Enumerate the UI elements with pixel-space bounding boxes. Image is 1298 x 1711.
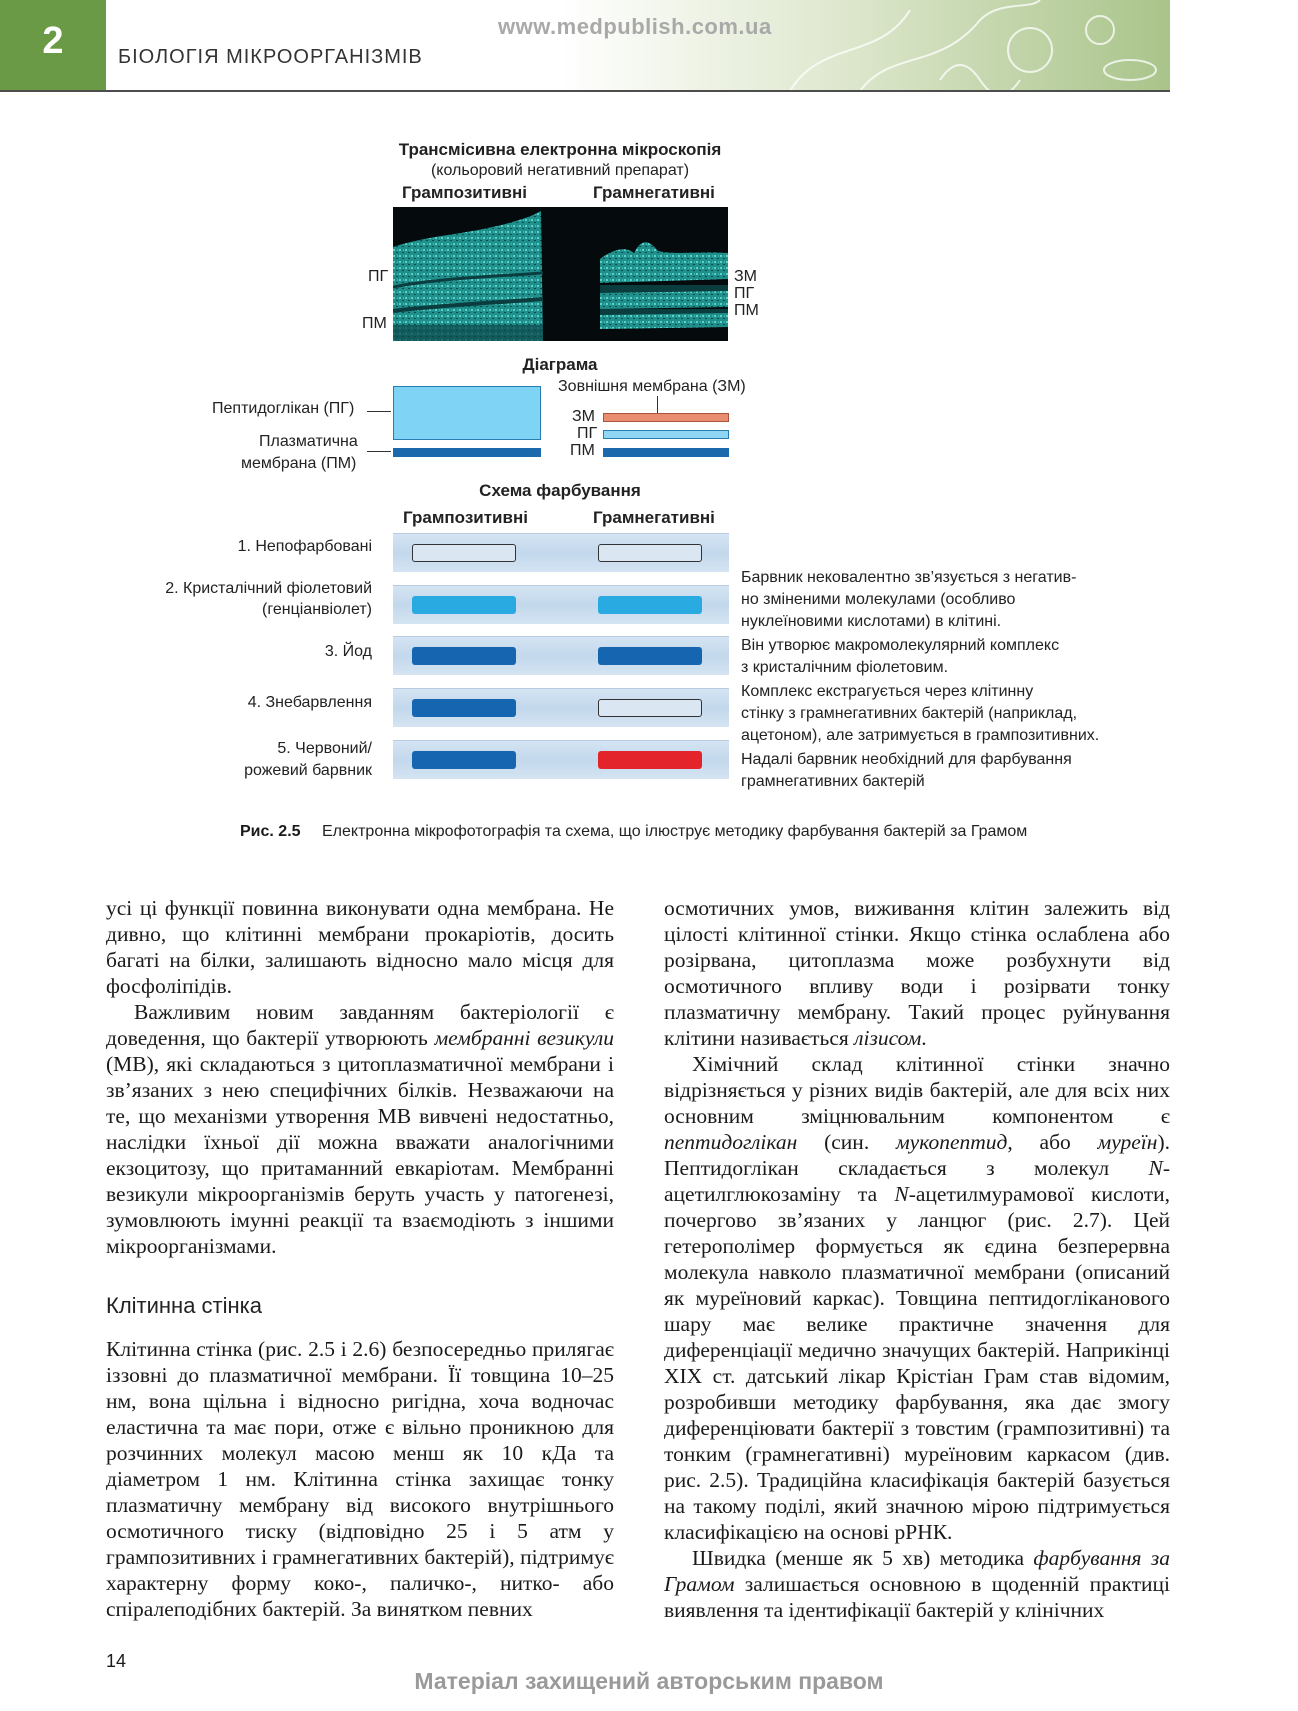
text-run: осмотичних умов, виживання клітин залежить від цілості клітинної стінки. Якщо стінка ослаблена або розірвана, цитоплазма може розбухнути від осмотичного впливу води і розірвати тонку плазматичну мембрану. Такий процес руйнування клітини називається <box>664 896 1170 1050</box>
leader-line-pm <box>367 451 391 452</box>
body-column-left-top <box>106 895 614 1259</box>
note-step-5 <box>741 749 1072 793</box>
note-line: нуклеїновими кислотами) в клітині. <box>741 613 1002 630</box>
copyright-notice: Матеріал захищений авторським правом <box>414 1668 884 1694</box>
note-step-4 <box>741 681 1099 747</box>
text-run: . <box>921 1026 927 1050</box>
emphasis-term: N <box>1148 1156 1163 1180</box>
step-5-label-line2: рожевий барвник <box>244 762 372 779</box>
paragraph: Клітинна стінка (рис. 2.5 і 2.6) безпосередньо прилягає іззовні до плазматичної мембрани. Її товщина 10–25 нм, вона щільна і відносно ригідна, хоча водночас еластична та має пори, отже є вільно проникною для розчинних молекул масою менш як 10 кДа та діаметром 1 нм. Клітинна стінка захищає тонку плазматичну мембрану від високого внутрішнього осмотичного тиску (відповідно 25 і 5 атм у грампозитивних і грамнегативних бактерій), підтримує характерну форму коко-, паличко-, нитко- або спіралеподібних бактерій. За винятком певних <box>106 1337 614 1621</box>
stain-cell-gram-positive <box>412 544 516 562</box>
step-5-label-line1: 5. Червоний/ <box>277 740 372 757</box>
stain-cell-gram-negative <box>598 751 702 769</box>
micrograph-gram-positive <box>393 207 543 341</box>
section-heading: Клітинна стінка <box>106 1293 263 1318</box>
tem-gram-negative-heading: Грамнегативні <box>593 183 715 202</box>
leader-line-pg <box>367 411 391 412</box>
staining-row-2 <box>393 585 729 624</box>
emphasis-term: лізисом <box>854 1026 922 1050</box>
emphasis-term: пептидоглікан <box>664 1130 798 1154</box>
stain-cell-gram-positive <box>412 751 516 769</box>
micrograph-label-pm-left: ПМ <box>362 315 387 332</box>
emphasis-term: муреїн <box>1097 1130 1158 1154</box>
body-column-left-bottom <box>106 1336 614 1622</box>
gn-layer-label-pm: ПМ <box>570 442 595 459</box>
note-line: грамнегативних бактерій <box>741 773 925 790</box>
step-3-label: 3. Йод <box>324 643 372 660</box>
page-number: 14 <box>106 1651 127 1671</box>
plasma-membrane-label-line2: мембрана (ПМ) <box>241 455 357 472</box>
note-step-3 <box>741 635 1059 679</box>
micrograph-label-pm-right: ПМ <box>734 302 759 319</box>
paragraph <box>106 999 614 1259</box>
note-line: ацетоном), але затримується в грампозитивних. <box>741 727 1100 744</box>
text-run: Швидка (менше як 5 хв) методика <box>692 1546 1034 1570</box>
note-line: Він утворює макромолекулярний комплекс <box>741 637 1060 654</box>
staining-title: Схема фарбування <box>479 481 641 500</box>
stain-cell-gram-positive <box>412 647 516 665</box>
stain-cell-gram-positive <box>412 596 516 614</box>
tem-gram-positive-heading: Грампозитивні <box>402 183 527 202</box>
note-line: стінку з грамнегативних бактерій (наприклад, <box>741 705 1078 722</box>
tem-subtitle: (кольоровий негативний препарат) <box>430 162 690 179</box>
note-step-2 <box>741 567 1076 633</box>
diagram-title: Діаграма <box>522 355 598 374</box>
staining-gram-positive-heading: Грампозитивні <box>403 508 528 527</box>
micrograph-gram-negative <box>600 207 728 341</box>
micrograph-separator <box>543 207 600 341</box>
gram-negative-outer-membrane-layer <box>603 413 729 422</box>
staining-gram-negative-heading: Грамнегативні <box>593 508 715 527</box>
paragraph: усі ці функції повинна виконувати одна мембрана. Не дивно, що клітинні мембрани прокаріотів, досить багаті на білки, залишають відносно мало місця для фосфоліпідів. <box>106 896 614 998</box>
leader-line-om <box>657 396 658 414</box>
body-column-right <box>664 895 1170 1623</box>
tem-title: Трансмісивна електронна мікроскопія <box>398 140 722 159</box>
paragraph <box>664 1545 1170 1623</box>
figure-caption-text: Електронна мікрофотографія та схема, що ілюструє методику фарбування бактерій за Грамом <box>322 823 1028 840</box>
peptidoglycan-label: Пептидоглікан (ПГ) <box>212 400 355 417</box>
emphasis-term: мукопептид <box>895 1130 1008 1154</box>
gn-layer-label-zm: ЗМ <box>572 408 595 425</box>
text-run: ). Пептидоглікан складається з молекул <box>664 1130 1170 1180</box>
step-1-label: 1. Непофарбовані <box>237 538 372 555</box>
stain-cell-gram-negative <box>598 596 702 614</box>
micrograph-label-pg-right: ПГ <box>734 285 755 302</box>
text-run: (син. <box>797 1130 896 1154</box>
gn-layer-label-pg: ПГ <box>577 425 598 442</box>
text-run: -ацетилмурамової кислоти, почергово зв’язаних у ланцюг (рис. 2.7). Цей гетерополімер формується як єдина безперервна молекула навколо плазматичної мембрани (описаний як муреїновий каркас). Товщина пептидогліканового шару має велике практичне значення для диференціації медично значущих бактерій. Наприкінці XIX ст. датський лікар Крістіан Грам став відомим, розробивши методику фарбування, яка дає змогу диференціювати бактерії з товстим (грампозитивні) та тонким (грамнегативні) муреїновим каркасом (див. рис. 2.5). Традиційна класифікація бактерій базується на такому поділі, який значною мірою підтримується класифікацією на основі рРНК. <box>664 1182 1170 1544</box>
stain-cell-gram-negative <box>598 647 702 665</box>
chapter-number: 2 <box>42 20 64 62</box>
header-rule <box>0 90 1170 92</box>
note-line: Барвник нековалентно зв’язується з негатив- <box>741 569 1077 586</box>
step-2-label-line2: (генціанвіолет) <box>262 601 372 618</box>
chapter-title: БІОЛОГІЯ МІКРООРГАНІЗМІВ <box>118 46 423 68</box>
stain-cell-gram-negative <box>598 699 702 717</box>
text-run: Важливим новим завданням бактеріології є доведення, що бактерії утворюють <box>106 1000 614 1050</box>
step-4-label: 4. Знебарвлення <box>247 694 372 711</box>
stain-cell-gram-positive <box>412 699 516 717</box>
gram-negative-plasma-membrane-layer <box>603 448 729 457</box>
plasma-membrane-label-line1: Плазматична <box>259 433 358 450</box>
emphasis-term: фарбування за Грамом <box>664 1546 1170 1596</box>
emphasis-term: мембранні везикули <box>434 1026 614 1050</box>
micrograph-label-pg-left: ПГ <box>368 268 389 285</box>
outer-membrane-label: Зовнішня мембрана (ЗМ) <box>558 378 746 395</box>
text-run: -ацетилглюкозаміну та <box>664 1156 1170 1206</box>
gram-positive-peptidoglycan-layer <box>393 386 541 440</box>
staining-row-3 <box>393 636 729 675</box>
emphasis-term: N <box>894 1182 909 1206</box>
note-line: з кристалічним фіолетовим. <box>741 659 949 676</box>
staining-row-4 <box>393 688 729 727</box>
step-2-label-line1: 2. Кристалічний фіолетовий <box>165 580 372 597</box>
text-run: залишається основною в щоденній практиці виявлення та ідентифікації бактерій у клінічних <box>664 1572 1170 1622</box>
micrograph-label-zm-right: ЗМ <box>734 268 757 285</box>
note-line: Комплекс екстрагується через клітинну <box>741 683 1034 700</box>
site-url-watermark: www.medpublish.com.ua <box>498 14 772 39</box>
text-run: (МВ), які складаються з цитоплазматичної мембрани і зв’язаних з нею специфічних білків. Незважаючи на те, що механізми утворення МВ вивчені недостатньо, наслідки їхньої дії можна вважати аналогічними екзоцитозу, що притаманний евкаріотам. Мембранні везикули мікроорганізмів беруть участь у патогенезі, зумовлюють імунні реакції та взаємодіють з іншими мікроорганізмами. <box>106 1052 614 1258</box>
paragraph <box>664 895 1170 1051</box>
text-run: Хімічний склад клітинної стінки значно відрізняється у різних видів бактерій, але для всіх них основним зміцнювальним компонентом є <box>664 1052 1170 1128</box>
stain-cell-gram-negative <box>598 544 702 562</box>
note-line: Надалі барвник необхідний для фарбування <box>741 751 1072 768</box>
paragraph <box>664 1051 1170 1545</box>
gram-positive-plasma-membrane-layer <box>393 448 541 457</box>
staining-row-1 <box>393 533 729 572</box>
note-line: но зміненими молекулами (особливо <box>741 591 1016 608</box>
figure-caption-number: Рис. 2.5 <box>240 823 301 840</box>
text-run: , або <box>1007 1130 1098 1154</box>
staining-row-5 <box>393 740 729 779</box>
gram-negative-peptidoglycan-layer <box>603 430 729 439</box>
